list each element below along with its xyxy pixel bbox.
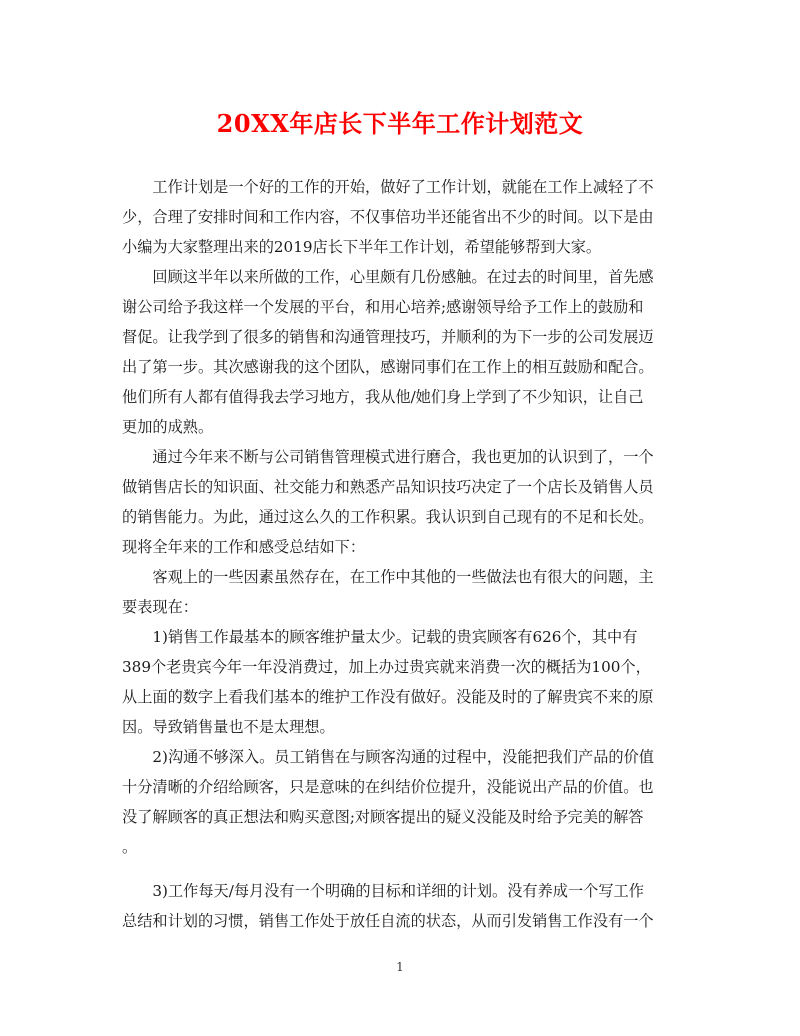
paragraph-problem-3 [122,876,678,936]
text-line: 回顾这半年以来所做的工作，心里颇有几份感触。在过去的时间里，首先感 [122,268,654,286]
text-line: 少，合理了安排时间和工作内容，不仅事倍功半还能省出不少的时间。以下是由 [122,208,654,226]
page-number: 1 [396,960,404,974]
paragraph-problem-1 [122,622,678,742]
paragraph-problem-2 [122,742,678,862]
text-line: 要表现在： [122,598,198,616]
text-line: 更加的成熟。 [122,418,214,436]
text-line: 做销售店长的知识面、社交能力和熟悉产品知识技巧决定了一个店长及销售人员 [122,478,654,496]
text-line: 出了第一步。其次感谢我的这个团队，感谢同事们在工作上的相互鼓励和配合。 [122,358,654,376]
spacer [122,862,678,876]
text-line: 2)沟通不够深入。员工销售在与顾客沟通的过程中，没能把我们产品的价值 [122,748,654,766]
text-line: 他们所有人都有值得我去学习地方，我从他/她们身上学到了不少知识，让自己 [122,388,644,406]
text-line: 督促。让我学到了很多的销售和沟通管理技巧，并顺利的为下一步的公司发展迈 [122,328,654,346]
text-line: 十分清晰的介绍给顾客，只是意味的在纠结价位提升，没能说出产品的价值。也 [122,778,654,796]
text-line: 现将全年来的工作和感受总结如下： [122,538,365,556]
text-line: 总结和计划的习惯，销售工作处于放任自流的状态，从而引发销售工作没有一个 [122,912,654,930]
text-line: 因。导致销售量也不是太理想。 [122,718,335,736]
paragraph-review [122,262,678,442]
paragraph-understanding [122,442,678,562]
text-line: 客观上的一些因素虽然存在，在工作中其他的一些做法也有很大的问题，主 [122,568,654,586]
document-title: 20XX年店长下半年工作计划范文 [216,109,584,138]
text-line: 1)销售工作最基本的顾客维护量太少。记载的贵宾顾客有626个，其中有 [122,628,638,646]
paragraph-problems-intro [122,562,678,622]
text-line: 工作计划是一个好的工作的开始，做好了工作计划，就能在工作上减轻了不 [122,178,654,196]
text-line: 没了解顾客的真正想法和购买意图;对顾客提出的疑义没能及时给予完美的解答 [122,808,644,826]
text-line: 从上面的数字上看我们基本的维护工作没有做好。没能及时的了解贵宾不来的原 [122,688,654,706]
text-line: 389个老贵宾今年一年没消费过，加上办过贵宾就来消费一次的概括为100个， [122,658,651,676]
paragraph-intro [122,172,678,262]
text-line: 小编为大家整理出来的2019店长下半年工作计划，希望能够帮到大家。 [122,238,602,256]
text-line: 。 [122,838,138,856]
text-line: 谢公司给予我这样一个发展的平台，和用心培养;感谢领导给予工作上的鼓励和 [122,298,644,316]
text-line: 3)工作每天/每月没有一个明确的目标和详细的计划。没有养成一个写工作 [122,882,644,900]
text-line: 的销售能力。为此，通过这么久的工作积累。我认识到自己现有的不足和长处。 [122,508,654,526]
document-body [122,172,678,936]
text-line: 通过今年来不断与公司销售管理模式进行磨合，我也更加的认识到了，一个 [122,448,654,466]
